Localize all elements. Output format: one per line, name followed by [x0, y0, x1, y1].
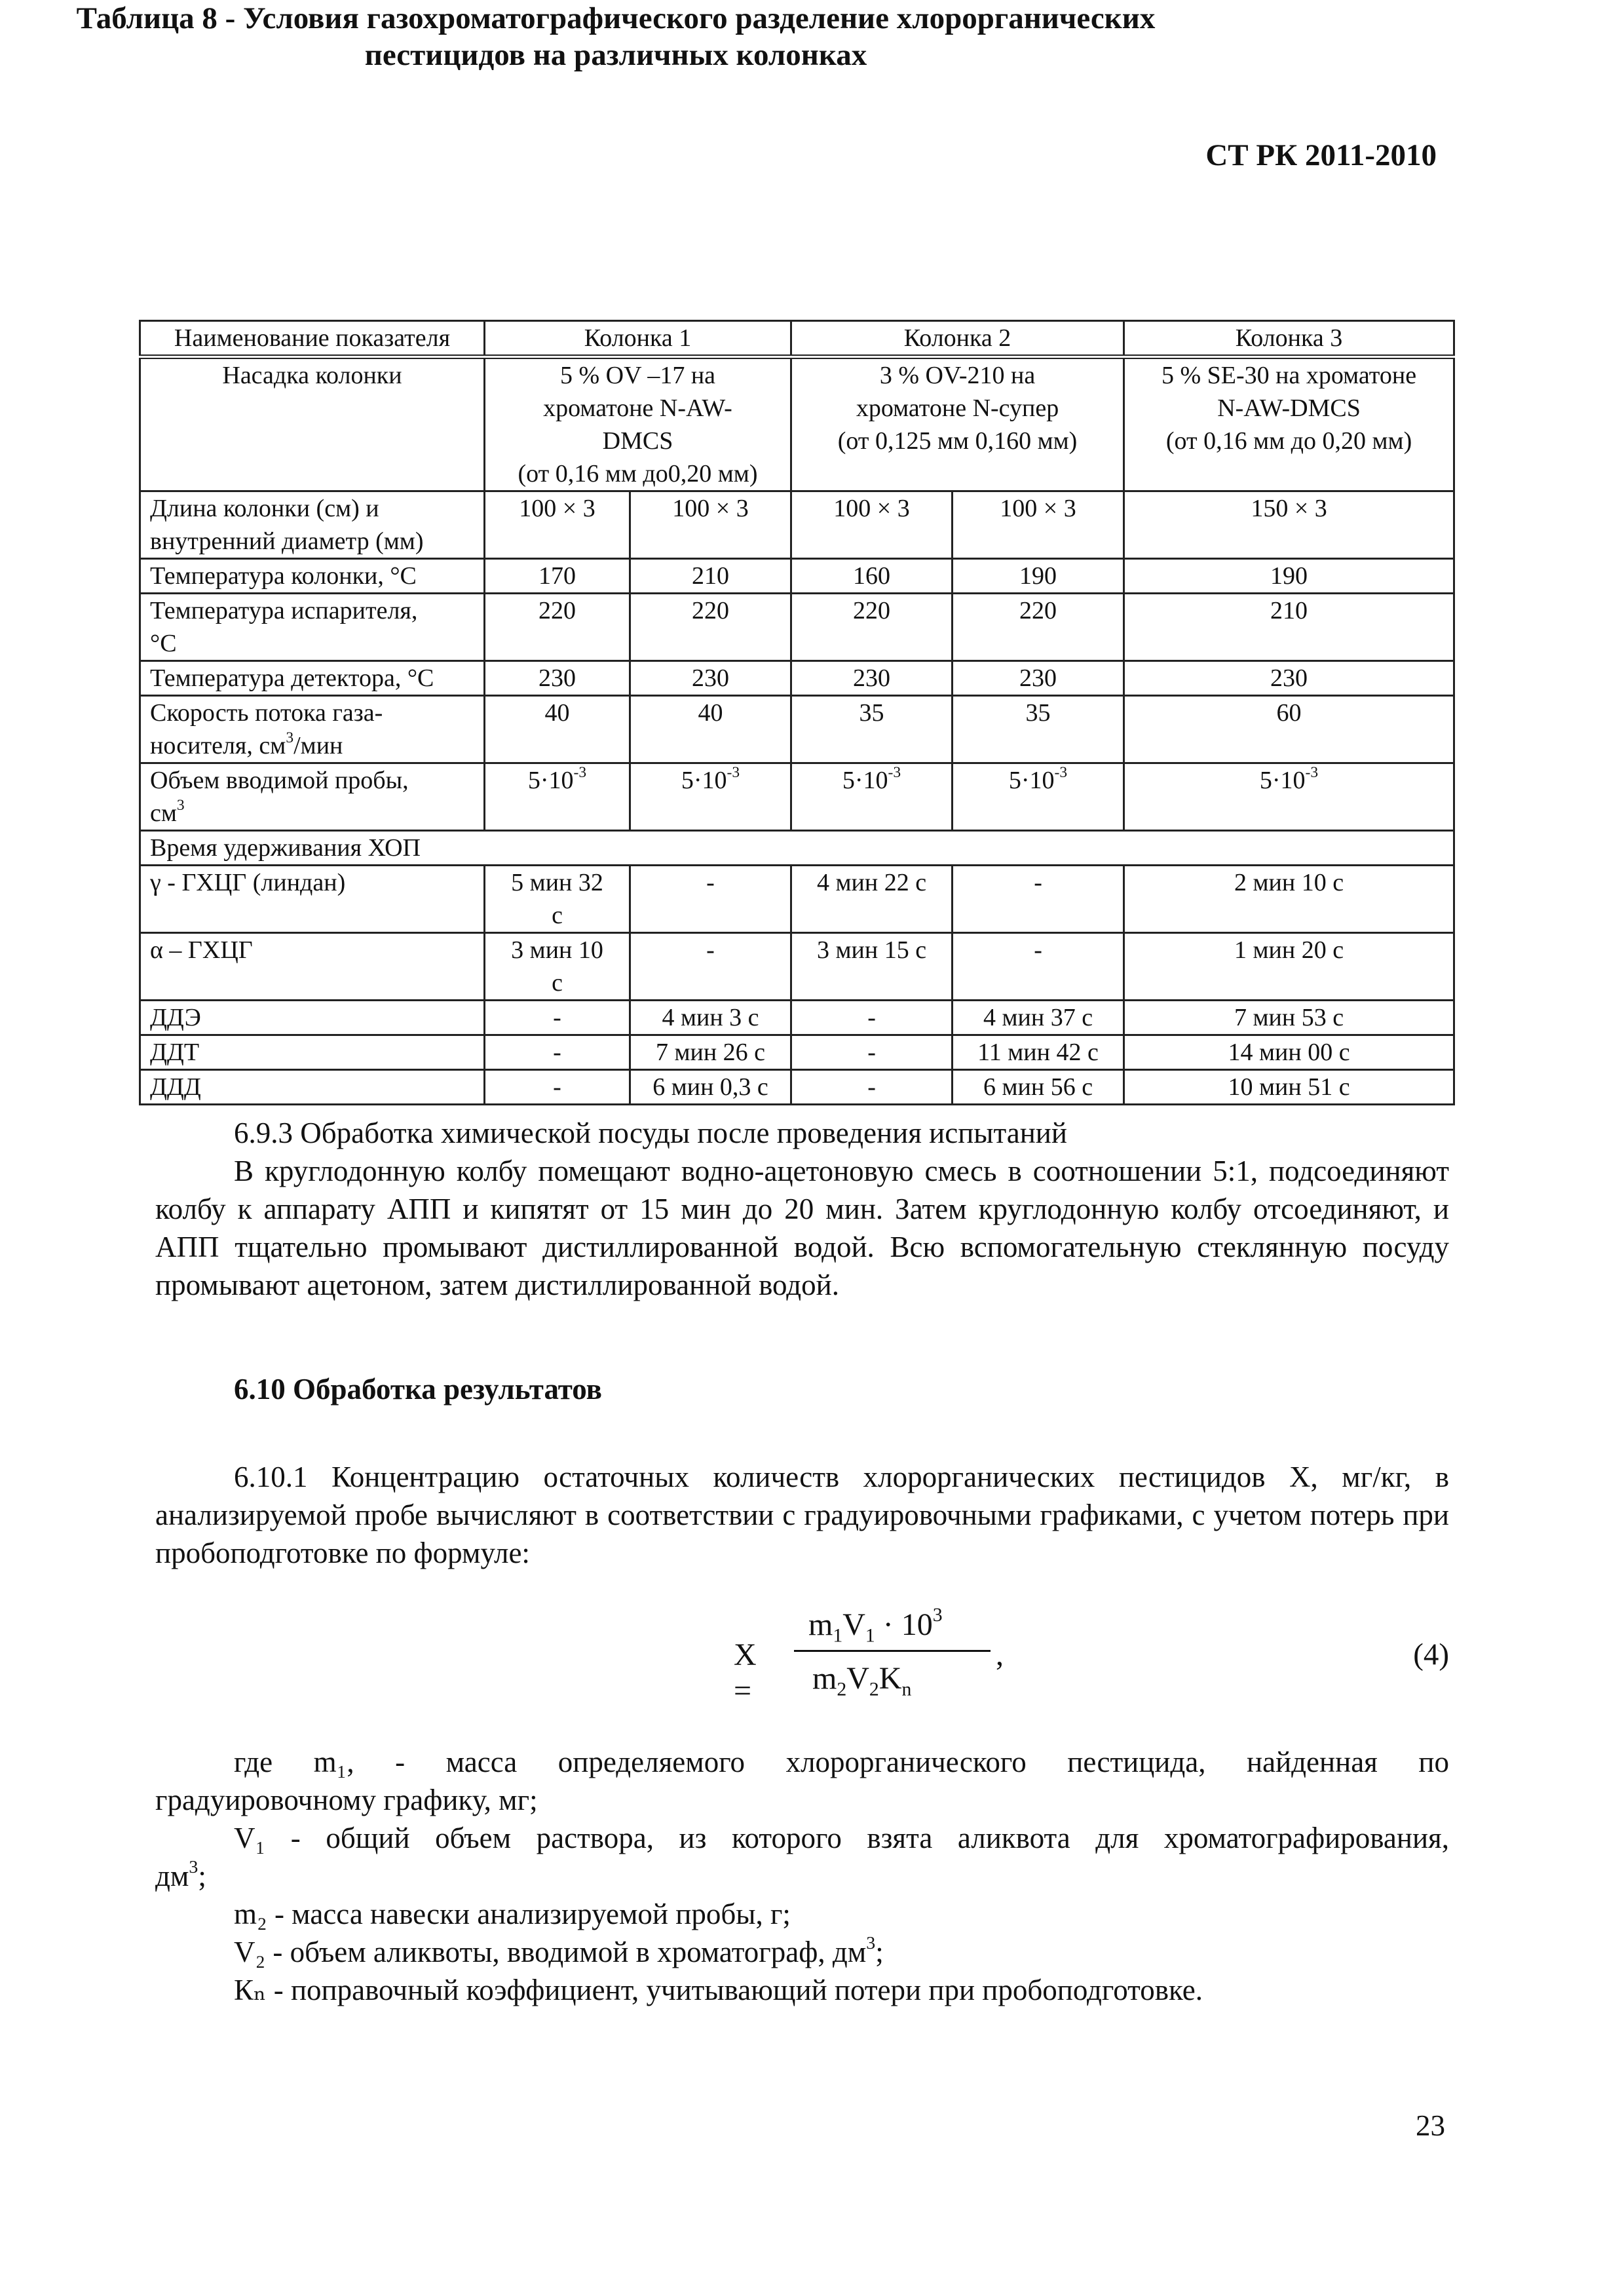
row-label	[140, 763, 485, 831]
table-cell: 100 × 3	[953, 491, 1124, 559]
packing-column-2	[791, 357, 1124, 491]
packing-column-3	[1124, 357, 1454, 491]
label-text: носителя, см	[150, 732, 286, 759]
legend-v1-line-1: V₁ - общий объем раствора, из которого взята аликвота для хроматографирования,	[234, 1822, 1449, 1854]
table-cell: 210	[630, 559, 791, 594]
section-693-title: 6.9.3 Обработка химической посуды после проведения испытаний	[234, 1117, 1067, 1149]
legend-text: дм	[155, 1860, 189, 1892]
table-row-carrier-flow	[140, 696, 1454, 763]
value-exponent: -3	[888, 763, 901, 781]
cell-line	[150, 797, 474, 830]
table-row-retention	[140, 1070, 1454, 1105]
table-cell: -	[630, 933, 791, 1001]
table-cell: 7 мин 26 с	[630, 1035, 791, 1070]
table-cell: 230	[630, 661, 791, 696]
row-label	[140, 491, 485, 559]
table-cell: 11 мин 42 с	[953, 1035, 1124, 1070]
table-cell: 40	[485, 696, 630, 763]
table-cell: 4 мин 22 с	[791, 866, 953, 933]
table-cell: 6 мин 0,3 с	[630, 1070, 791, 1105]
header-indicator: Наименование показателя	[140, 321, 485, 357]
table-cell: 3 мин 15 с	[791, 933, 953, 1001]
legend-v2: V₂ - объем аликвоты, вводимой в хроматограф, $дм^3$;	[234, 1932, 884, 1968]
table-cell	[791, 763, 953, 831]
row-label	[140, 696, 485, 763]
header-column-3: Колонка 3	[1124, 321, 1454, 357]
table-cell: 100 × 3	[485, 491, 630, 559]
row-label: ДДЭ	[140, 1001, 485, 1035]
table-cell: -	[953, 933, 1124, 1001]
table-caption	[0, 0, 1232, 73]
document-code: СТ РК 2011-2010	[1205, 138, 1437, 172]
table-cell: -	[953, 866, 1124, 933]
cell-line: (от 0,16 мм до0,20 мм)	[518, 460, 758, 488]
page-number: 23	[1416, 2109, 1445, 2142]
cell-line: Объем вводимой пробы,	[150, 767, 409, 794]
table-cell: -	[791, 1035, 953, 1070]
superscript: 3	[189, 1856, 198, 1877]
table-cell: 10 мин 51 с	[1124, 1070, 1454, 1105]
table-row-evaporator-temperature	[140, 594, 1454, 661]
legend-v1-line-2: $дм^3$;	[155, 1856, 206, 1892]
cell-line: DMCS	[602, 427, 673, 455]
row-label: Насадка колонки	[140, 357, 485, 491]
table-row-packing	[140, 357, 1454, 491]
superscript: 3	[286, 729, 294, 746]
cell-line: 5 % OV –17 на	[559, 362, 716, 389]
cell-line: с	[552, 969, 563, 997]
table-cell: 230	[1124, 661, 1454, 696]
table-cell: 150 × 3	[1124, 491, 1454, 559]
table-cell: 190	[1124, 559, 1454, 594]
table-cell: 6 мин 56 с	[953, 1070, 1124, 1105]
cell-line: 5 % SE-30 на хроматоне	[1161, 362, 1417, 389]
table-row-length	[140, 491, 1454, 559]
cell-line: (от 0,16 мм до 0,20 мм)	[1165, 427, 1412, 455]
table-cell: -	[485, 1035, 630, 1070]
table-cell: 220	[630, 594, 791, 661]
superscript: 3	[176, 796, 185, 814]
formula-comma: ,	[996, 1637, 1004, 1672]
superscript: 3	[866, 1932, 876, 1953]
cell-line: °С	[150, 630, 177, 657]
table-header-row	[140, 321, 1454, 357]
table-cell: 35	[953, 696, 1124, 763]
table-cell: 230	[953, 661, 1124, 696]
formula-numerator: $m_1V_1 \cdot 10^3$	[808, 1603, 943, 1647]
table-cell: 100 × 3	[630, 491, 791, 559]
table-cell: -	[791, 1001, 953, 1035]
table-cell: 2 мин 10 с	[1124, 866, 1454, 933]
value-exponent: -3	[1305, 763, 1319, 781]
cell-line: N-AW-DMCS	[1217, 394, 1361, 422]
value-exponent: -3	[1054, 763, 1068, 781]
label-text: см	[150, 799, 177, 827]
table-row-retention	[140, 1035, 1454, 1070]
table-cell: -	[485, 1001, 630, 1035]
row-label	[140, 594, 485, 661]
table-cell	[485, 866, 630, 933]
cell-line: хроматоне N-супер	[856, 394, 1059, 422]
value-base: 5·10	[527, 767, 574, 794]
row-label: ДДД	[140, 1070, 485, 1105]
cell-line: 3 мин 10	[511, 936, 603, 964]
table-cell: 4 мин 37 с	[953, 1001, 1124, 1035]
table-cell: 230	[791, 661, 953, 696]
header-column-1: Колонка 1	[485, 321, 791, 357]
gc-conditions-table	[139, 320, 1455, 1105]
table-cell: 60	[1124, 696, 1454, 763]
retention-header: Время удерживания ХОП	[140, 831, 1454, 866]
table-caption-line-1: Таблица 8 - Условия газохроматографического разделение хлорорганических	[76, 1, 1156, 35]
equation-number: (4)	[1413, 1637, 1449, 1672]
row-label: ДДТ	[140, 1035, 485, 1070]
table-row-retention	[140, 1001, 1454, 1035]
row-label: α – ГХЦГ	[140, 933, 485, 1001]
table-cell: 220	[953, 594, 1124, 661]
table-cell	[1124, 763, 1454, 831]
section-693-body: В круглодонную колбу помещают водно-ацетоновую смесь в соотношении 5:1, подсоединяют колбу к аппарату АПП и кипятят от 15 мин до 20 мин. Затем круглодонную колбу отсоединяют, и АПП тщательно промывают дистиллированной водой. Всю вспомогательную стеклянную посуду промывают ацетоном, затем дистиллированной водой.	[155, 1155, 1449, 1301]
table-cell	[485, 763, 630, 831]
table-cell: -	[630, 866, 791, 933]
table-cell: 4 мин 3 с	[630, 1001, 791, 1035]
table-row-retention-header	[140, 831, 1454, 866]
packing-column-1	[485, 357, 791, 491]
table-cell: 220	[791, 594, 953, 661]
table-cell: 220	[485, 594, 630, 661]
value-base: 5·10	[842, 767, 888, 794]
table-cell: -	[791, 1070, 953, 1105]
value-exponent: -3	[727, 763, 740, 781]
header-column-2: Колонка 2	[791, 321, 1124, 357]
table-cell: 100 × 3	[791, 491, 953, 559]
cell-line: хроматоне N-AW-	[543, 394, 732, 422]
cell-line: внутренний диаметр (мм)	[150, 527, 424, 555]
legend-m1-line-2: градуировочному графику, мг;	[155, 1784, 538, 1816]
row-label: Температура детектора, °С	[140, 661, 485, 696]
legend-m1-line-1: где m₁, - масса определяемого хлорорганического пестицида, найденная по	[234, 1746, 1449, 1778]
table-cell: 40	[630, 696, 791, 763]
row-label: γ - ГХЦГ (линдан)	[140, 866, 485, 933]
table-cell: 7 мин 53 с	[1124, 1001, 1454, 1035]
formula-denominator: $m_2V_2K_n$	[812, 1661, 912, 1700]
row-label: Температура колонки, °С	[140, 559, 485, 594]
value-base: 5·10	[681, 767, 727, 794]
value-base: 5·10	[1008, 767, 1055, 794]
table-cell: -	[485, 1070, 630, 1105]
table-row-sample-volume	[140, 763, 1454, 831]
cell-line: 3 % OV-210 на	[879, 362, 1036, 389]
table-row-detector-temperature	[140, 661, 1454, 696]
table-cell: 190	[953, 559, 1124, 594]
cell-line	[150, 729, 474, 762]
table-cell: 230	[485, 661, 630, 696]
label-text: /мин	[293, 732, 343, 759]
cell-line: Температура испарителя,	[150, 597, 418, 624]
legend-text: V₂ - объем аликвоты, вводимой в хроматограф, дм	[234, 1936, 867, 1968]
table-cell	[953, 763, 1124, 831]
formula-lhs: X =	[734, 1637, 757, 1708]
fraction-bar	[794, 1650, 991, 1652]
table-cell	[485, 933, 630, 1001]
table-cell	[630, 763, 791, 831]
legend-m2: m₂ - масса навески анализируемой пробы, г;	[234, 1898, 791, 1930]
table-cell: 160	[791, 559, 953, 594]
table-cell: 14 мин 00 с	[1124, 1035, 1454, 1070]
table-cell: 35	[791, 696, 953, 763]
table-cell: 1 мин 20 с	[1124, 933, 1454, 1001]
cell-line: Скорость потока газа-	[150, 699, 383, 727]
cell-line: (от 0,125 мм 0,160 мм)	[837, 427, 1078, 455]
table-row-retention	[140, 866, 1454, 933]
table-cell: 170	[485, 559, 630, 594]
table-row-column-temperature	[140, 559, 1454, 594]
value-base: 5·10	[1259, 767, 1306, 794]
value-exponent: -3	[573, 763, 587, 781]
section-610-body: 6.10.1 Концентрацию остаточных количеств хлорорганических пестицидов Х, мг/кг, в анализируемой пробе вычисляют в соответствии с градуировочными графиками, с учетом потерь при пробоподготовке по формуле:	[155, 1461, 1449, 1569]
cell-line: Длина колонки (см) и	[150, 495, 379, 522]
table-caption-line-2: пестицидов на различных колонках	[364, 38, 867, 72]
cell-line: с	[552, 902, 563, 929]
section-610-title: 6.10 Обработка результатов	[234, 1373, 602, 1406]
cell-line: 5 мин 32	[511, 869, 603, 896]
legend-kn: Кₙ - поправочный коэффициент, учитывающий потери при пробоподготовке.	[234, 1974, 1203, 2006]
table-cell: 210	[1124, 594, 1454, 661]
table-row-retention	[140, 933, 1454, 1001]
